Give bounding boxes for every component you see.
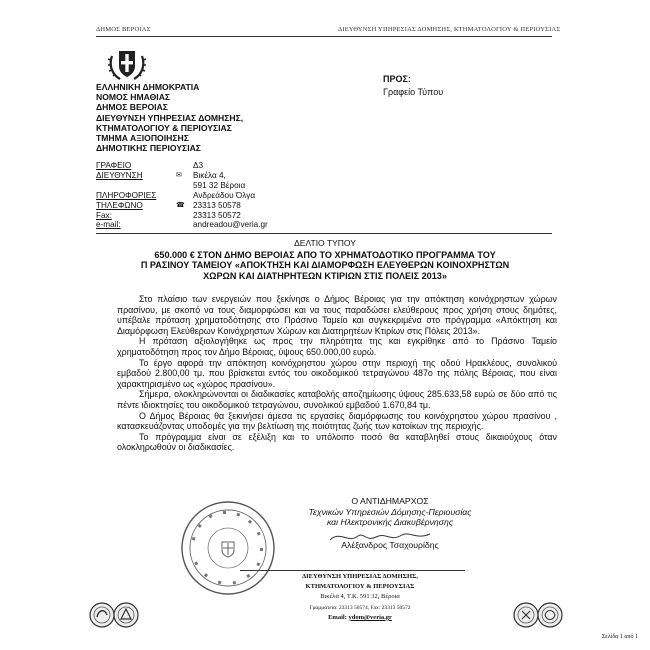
press-release-heading: ΔΕΛΤΙΟ ΤΥΠΟΥ — [294, 238, 356, 248]
paragraph: Σήμερα, ολοκληρώνονται οι διαδικασίες καταβολής αποζημίωσης ύψους 285.633,58 ευρώ σε δύο από τις πέντε ιδιοκτησίες του οικοδομικού τετραγώνου, συνολικού εμβαδού 1.670,84 τμ. — [117, 389, 557, 410]
page-number: Σελίδα 1 από 1 — [601, 634, 638, 640]
phone-label-wrap — [96, 201, 193, 211]
email-label: e-mail: — [96, 220, 121, 230]
title-line: ΧΩΡΩΝ ΚΑΙ ΔΙΑΤΗΡΗΤΕΩΝ ΚΤΙΡΙΩΝ ΣΤΙΣ ΠΟΛΕΙΣ 2013» — [203, 270, 447, 281]
header-right: ΔΙΕΥΘΥΝΣΗ ΥΠΗΡΕΣΙΑΣ ΔΟΜΗΣΗΣ, ΚΤΗΜΑΤΟΛΟΓΙΟΥ & ΠΕΡΙΟΥΣΙΑΣ — [338, 26, 561, 33]
envelope-icon: ✉ — [176, 171, 182, 179]
recipient-label: ΠΡΟΣ: — [383, 74, 411, 84]
office-value: Δ3 — [193, 161, 204, 170]
footer-email — [210, 613, 510, 623]
org-line: ΔΗΜΟΤΙΚΗΣ ΠΕΡΙΟΥΣΙΑΣ — [96, 143, 201, 154]
address-label-wrap — [96, 171, 193, 181]
fax-value: 23313 50572 — [193, 210, 241, 220]
contact-block — [96, 161, 268, 230]
spacer — [96, 181, 193, 191]
address-line1: Βικέλα 4, — [193, 170, 226, 180]
signature-line: Τεχνικών Υπηρεσιών Δόμησης-Περιουσίας — [308, 506, 472, 517]
ancient-coin-icon — [512, 597, 564, 633]
address-line2: 591 32 Βέροια — [193, 180, 246, 190]
office-label: ΓΡΑΦΕΙΟ — [96, 161, 132, 170]
fax-label: Fax: — [96, 210, 112, 220]
document-body — [117, 294, 557, 453]
address-label: ΔΙΕΥΘΥΝΣΗ — [96, 170, 143, 180]
footer-line: ΚΤΗΜΑΤΟΛΟΓΙΟΥ & ΠΕΡΙΟΥΣΙΑΣ — [305, 583, 415, 591]
org-line: ΕΛΛΗΝΙΚΗ ΔΗΜΟΚΡΑΤΙΑ — [96, 82, 200, 92]
info-label: ΠΛΗΡΟΦΟΡΙΕΣ — [96, 190, 157, 200]
footer-line: ΔΙΕΥΘΥΝΣΗ ΥΠΗΡΕΣΙΑΣ ΔΟΜΗΣΗΣ, — [302, 573, 418, 580]
footer-line: Γραμματεία: 23313 50574, Fax: 23313 50572 — [309, 604, 411, 611]
contact-row-address — [96, 171, 268, 181]
paragraph: Το πρόγραμμα είναι σε εξέλιξη και το υπόλοιπο ποσό θα καταβληθεί στους δικαιούχους όταν ολοκληρωθούν οι διαδικασίες. — [117, 431, 557, 453]
paragraph: Στο πλαίσιο των ενεργειών που ξεκίνησε ο Δήμος Βέροιας για την απόκτηση κοινόχρηστων χώρων πρασίνου, με σκοπό να τους διαμορφώσει και να τους παραδώσει ελεύθερους προς χρήση στους δημότες, υπέβαλε πρόταση χρηματοδότησης στο Πράσινο Ταμείο και συγκεκριμένα στο πρόγραμμα «Απόκτηση και Διαμόρφωση Ελεύθερων Κοινόχρηστων Χώρων και Διατηρητέων Κτιρίων στις Πόλεις 2013». — [117, 294, 557, 336]
contact-row-phone — [96, 201, 268, 211]
email-value: andreadou@veria.gr — [193, 220, 268, 230]
phone-value: 23313 50578 — [193, 200, 241, 210]
signature-block — [230, 496, 550, 550]
org-line: ΤΜΗΜΑ ΑΞΙΟΠΟΙΗΣΗΣ — [96, 133, 189, 144]
title-line: Π ΡΑΣΙΝΟΥ ΤΑΜΕΙΟΥ «ΑΠΟΚΤΗΣΗ ΚΑΙ ΔΙΑΜΟΡΦΩΣΗ ΕΛΕΥΘΕΡΩΝ ΚΟΙΝΟΧΡΗΣΤΩΝ — [140, 260, 510, 271]
footer-block — [210, 572, 510, 623]
document-title — [55, 250, 595, 281]
header-left: ΔΗΜΟΣ ΒΕΡΟΙΑΣ — [96, 26, 151, 33]
footer-line: Βικέλα 4, Τ.Κ. 591 32, Βέροια — [320, 593, 400, 601]
contact-row-address2 — [96, 181, 268, 191]
paragraph: Το έργο αφορά την απόκτηση κοινόχρηστου χώρου στην περιοχή της οδού Ηρακλέους, συνολικού εμβαδού 2.800,00 τμ. που βρίσκεται εντός του οικοδομικού τετραγώνου 487ο της πόλης Βέροιας, που είναι χαρακτηρισμένο ως «χώρος πρασίνου». — [117, 357, 557, 389]
signature-line: και Ηλεκτρονικής Διακυβέρνησης — [326, 517, 454, 527]
org-line: ΝΟΜΟΣ ΗΜΑΘΙΑΣ — [96, 92, 171, 103]
footer-email-value: ydom@veria.gr — [348, 613, 392, 621]
greek-emblem-icon — [106, 46, 148, 82]
info-value: Ανδρεάδου Όλγα — [193, 190, 256, 200]
recipient-value: Γραφείο Τύπου — [383, 86, 444, 97]
title-line: 650.000 € ΣΤΟΝ ΔΗΜΟ ΒΕΡΟΙΑΣ ΑΠΟ ΤΟ ΧΡΗΜΑΤΟΔΟΤΙΚΟ ΠΡΟΓΡΑΜΜΑ ΤΟΥ — [154, 250, 496, 260]
footer-rule — [240, 570, 465, 571]
contact-rule — [96, 233, 552, 234]
phone-label: ΤΗΛΕΦΩΝΟ — [96, 200, 143, 210]
signature-name: Αλέξανδρος Τσαχουρίδης — [341, 539, 439, 550]
ancient-coin-icon — [88, 597, 140, 633]
signature-role: Ο ΑΝΤΙΔΗΜΑΡΧΟΣ — [351, 496, 429, 506]
org-line: ΚΤΗΜΑΤΟΛΟΓΙΟΥ & ΠΕΡΙΟΥΣΙΑΣ — [96, 122, 232, 133]
paragraph: Η πρόταση αξιολογήθηκε ως προς την πληρότητα της και εγκρίθηκε από το Πράσινο Ταμείο χρηματοδότηση προς τον Δήμο Βέροιας, ύψους 650.000,00 ευρώ. — [117, 336, 557, 357]
contact-row-email — [96, 220, 268, 230]
organization-block — [96, 82, 243, 153]
contact-row-fax — [96, 211, 268, 221]
telephone-icon: ☎ — [176, 201, 185, 209]
org-line: ΔΙΕΥΘΥΝΣΗ ΥΠΗΡΕΣΙΑΣ ΔΟΜΗΣΗΣ, — [96, 112, 244, 123]
org-line: ΔΗΜΟΣ ΒΕΡΟΙΑΣ — [96, 102, 168, 113]
footer-email-label: Email: — [328, 613, 347, 621]
recipient-block — [383, 73, 443, 98]
contact-row-office — [96, 161, 268, 171]
header-rule — [96, 36, 552, 37]
contact-row-info — [96, 191, 268, 201]
paragraph: Ο Δήμος Βέροιας θα ξεκινήσει άμεσα τις εργασίες διαμόρφωσης του κοινόχρηστου χώρου πρασίνου , κατασκευάζοντας υποδομές για την βελτίωση της ποιότητας ζωής των κατοίκων της περιοχής. — [117, 410, 557, 432]
